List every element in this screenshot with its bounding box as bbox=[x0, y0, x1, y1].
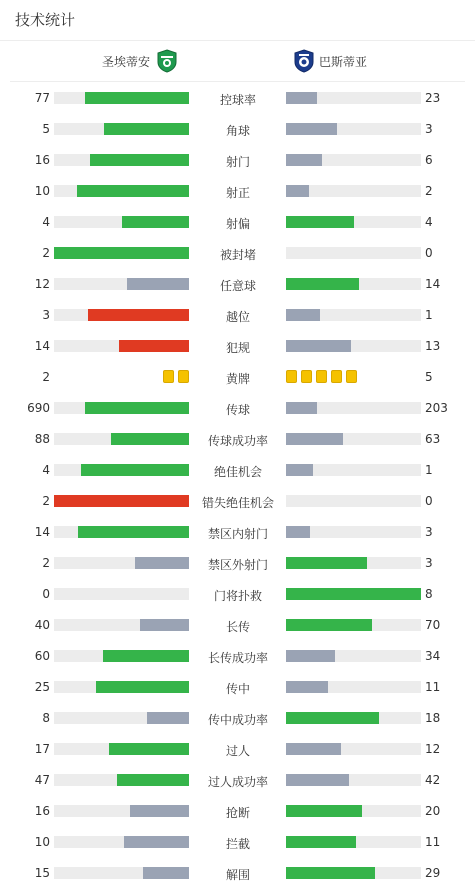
away-stat-value: 3 bbox=[425, 556, 433, 570]
away-stat-bar-fill bbox=[286, 402, 317, 414]
away-stat-bar bbox=[286, 836, 421, 848]
home-stat-value: 8 bbox=[42, 711, 50, 725]
home-stat-value: 2 bbox=[42, 370, 50, 384]
home-stat-value: 2 bbox=[42, 246, 50, 260]
home-stat-value: 47 bbox=[34, 773, 50, 787]
away-stat-bar bbox=[286, 557, 421, 569]
stat-row bbox=[0, 764, 475, 795]
home-stat-bar bbox=[54, 278, 189, 290]
away-team[interactable] bbox=[293, 49, 367, 73]
home-stat-value: 10 bbox=[34, 835, 50, 849]
away-stat-bar bbox=[286, 278, 421, 290]
home-stat-bar bbox=[54, 247, 189, 259]
away-stat-bar bbox=[286, 309, 421, 321]
home-stat-bar bbox=[54, 588, 189, 600]
home-stat-value: 14 bbox=[34, 525, 50, 539]
home-stat-bar bbox=[54, 216, 189, 228]
stat-label: 长传 bbox=[225, 620, 250, 634]
home-stat-bar bbox=[54, 402, 189, 414]
away-stat-bar bbox=[286, 123, 421, 135]
home-stat-bar-fill bbox=[85, 402, 189, 414]
stat-label: 拦截 bbox=[225, 837, 250, 851]
home-stat-bar-fill bbox=[135, 557, 189, 569]
bastia-logo-icon bbox=[293, 49, 315, 73]
home-stat-bar bbox=[54, 185, 189, 197]
stat-label: 传中成功率 bbox=[207, 713, 268, 727]
home-stat-bar bbox=[54, 464, 189, 476]
home-stat-bar bbox=[54, 743, 189, 755]
home-stat-bar bbox=[54, 650, 189, 662]
away-stat-value: 8 bbox=[425, 587, 433, 601]
home-stat-bar bbox=[54, 867, 189, 879]
yellow-card-icon bbox=[163, 370, 174, 383]
home-stat-value: 690 bbox=[27, 401, 50, 415]
home-stat-bar-fill bbox=[122, 216, 190, 228]
stat-row bbox=[0, 733, 475, 764]
stat-label: 射门 bbox=[225, 155, 250, 169]
home-stat-bar-fill bbox=[119, 340, 189, 352]
home-stat-value: 16 bbox=[34, 153, 50, 167]
stat-label: 禁区外射门 bbox=[207, 558, 268, 572]
away-stat-bar-fill bbox=[286, 836, 356, 848]
stat-row bbox=[0, 423, 475, 454]
stat-label: 解围 bbox=[225, 868, 250, 882]
home-stat-value: 0 bbox=[42, 587, 50, 601]
away-stat-bar bbox=[286, 464, 421, 476]
away-stat-bar-fill bbox=[286, 557, 367, 569]
home-stat-bar bbox=[54, 836, 189, 848]
home-stat-bar-fill bbox=[78, 526, 189, 538]
home-stat-bar bbox=[54, 681, 189, 693]
stat-label: 传中 bbox=[225, 682, 250, 696]
home-stat-bar-fill bbox=[143, 867, 189, 879]
home-stat-bar bbox=[54, 774, 189, 786]
stat-row bbox=[0, 113, 475, 144]
home-stat-value: 17 bbox=[34, 742, 50, 756]
stat-row bbox=[0, 547, 475, 578]
stat-label: 越位 bbox=[225, 310, 250, 324]
home-stat-bar-fill bbox=[54, 247, 189, 259]
away-stat-value: 42 bbox=[425, 773, 441, 787]
away-stat-bar-fill bbox=[286, 588, 421, 600]
away-stat-bar-fill bbox=[286, 464, 313, 476]
away-stat-bar bbox=[286, 154, 421, 166]
away-stat-value: 14 bbox=[425, 277, 441, 291]
home-yellow-cards bbox=[163, 370, 189, 383]
stat-label: 角球 bbox=[225, 124, 250, 138]
away-stat-value: 0 bbox=[425, 246, 433, 260]
away-stat-bar bbox=[286, 619, 421, 631]
away-stat-bar-fill bbox=[286, 216, 354, 228]
home-stat-value: 2 bbox=[42, 556, 50, 570]
away-stat-value: 20 bbox=[425, 804, 441, 818]
stat-row bbox=[0, 485, 475, 516]
home-stat-bar bbox=[54, 309, 189, 321]
home-stat-bar bbox=[54, 433, 189, 445]
home-stat-bar bbox=[54, 526, 189, 538]
home-stat-value: 12 bbox=[34, 277, 50, 291]
away-stat-value: 11 bbox=[425, 835, 441, 849]
home-stat-bar-fill bbox=[104, 123, 189, 135]
stat-label: 黄牌 bbox=[225, 372, 250, 386]
stat-label: 传球 bbox=[225, 403, 250, 417]
home-stat-bar bbox=[54, 92, 189, 104]
home-stat-value: 16 bbox=[34, 804, 50, 818]
stat-label: 禁区内射门 bbox=[207, 527, 268, 541]
stat-row bbox=[0, 392, 475, 423]
away-stat-bar bbox=[286, 743, 421, 755]
away-stat-bar-fill bbox=[286, 92, 317, 104]
stat-label: 射偏 bbox=[225, 217, 250, 231]
home-stat-bar-fill bbox=[140, 619, 189, 631]
stat-row bbox=[0, 237, 475, 268]
away-stat-bar bbox=[286, 681, 421, 693]
stat-label: 长传成功率 bbox=[207, 651, 268, 665]
home-stat-bar bbox=[54, 154, 189, 166]
stat-label: 门将扑救 bbox=[213, 589, 262, 603]
page-title: 技术统计 bbox=[0, 0, 475, 41]
away-stat-value: 12 bbox=[425, 742, 441, 756]
away-stat-bar bbox=[286, 588, 421, 600]
stat-row bbox=[0, 516, 475, 547]
home-stat-bar bbox=[54, 712, 189, 724]
away-stat-bar-fill bbox=[286, 774, 349, 786]
away-stat-bar-fill bbox=[286, 154, 322, 166]
stat-row bbox=[0, 578, 475, 609]
away-stat-bar bbox=[286, 402, 421, 414]
stat-label: 过人 bbox=[225, 744, 250, 758]
away-stat-value: 13 bbox=[425, 339, 441, 353]
away-stat-bar-fill bbox=[286, 433, 343, 445]
stat-row bbox=[0, 795, 475, 826]
yellow-card-icon bbox=[331, 370, 342, 383]
stat-row bbox=[0, 640, 475, 671]
away-stat-value: 34 bbox=[425, 649, 441, 663]
away-stat-value: 11 bbox=[425, 680, 441, 694]
home-stat-bar-fill bbox=[109, 743, 189, 755]
away-stat-bar-fill bbox=[286, 185, 309, 197]
away-stat-bar-fill bbox=[286, 805, 362, 817]
home-team-name: 圣埃蒂安 bbox=[101, 54, 150, 69]
away-stat-bar bbox=[286, 712, 421, 724]
home-stat-value: 10 bbox=[34, 184, 50, 198]
home-stat-bar bbox=[54, 557, 189, 569]
home-stat-bar bbox=[54, 340, 189, 352]
home-stat-bar-fill bbox=[111, 433, 189, 445]
home-stat-bar bbox=[54, 619, 189, 631]
away-stat-bar bbox=[286, 650, 421, 662]
away-stat-value: 203 bbox=[425, 401, 448, 415]
home-stat-value: 4 bbox=[42, 215, 50, 229]
home-stat-value: 88 bbox=[34, 432, 50, 446]
away-stat-bar-fill bbox=[286, 712, 379, 724]
away-stat-bar bbox=[286, 216, 421, 228]
away-stat-bar bbox=[286, 867, 421, 879]
away-stat-bar bbox=[286, 340, 421, 352]
home-stat-value: 15 bbox=[34, 866, 50, 880]
away-stat-bar-fill bbox=[286, 743, 341, 755]
yellow-card-icon bbox=[346, 370, 357, 383]
home-stat-bar-fill bbox=[85, 92, 189, 104]
away-stat-value: 1 bbox=[425, 308, 433, 322]
away-stat-bar bbox=[286, 433, 421, 445]
home-stat-value: 40 bbox=[34, 618, 50, 632]
stat-row bbox=[0, 206, 475, 237]
stat-row bbox=[0, 299, 475, 330]
home-stat-value: 25 bbox=[34, 680, 50, 694]
stat-label: 抢断 bbox=[225, 806, 250, 820]
away-stat-bar-fill bbox=[286, 867, 375, 879]
stat-row bbox=[0, 330, 475, 361]
home-stat-bar-fill bbox=[147, 712, 189, 724]
yellow-card-icon bbox=[316, 370, 327, 383]
stat-row bbox=[0, 361, 475, 392]
away-stat-value: 23 bbox=[425, 91, 441, 105]
home-stat-value: 2 bbox=[42, 494, 50, 508]
stat-label: 绝佳机会 bbox=[213, 465, 262, 479]
away-stat-value: 0 bbox=[425, 494, 433, 508]
home-team[interactable] bbox=[102, 49, 178, 73]
stat-label: 过人成功率 bbox=[207, 775, 268, 789]
home-stat-bar-fill bbox=[81, 464, 189, 476]
away-stat-value: 70 bbox=[425, 618, 441, 632]
home-stat-bar-fill bbox=[88, 309, 189, 321]
stat-row bbox=[0, 609, 475, 640]
home-stat-bar bbox=[54, 123, 189, 135]
away-yellow-cards bbox=[286, 370, 357, 383]
home-stat-bar-fill bbox=[130, 805, 189, 817]
away-stat-value: 29 bbox=[425, 866, 441, 880]
away-stat-bar-fill bbox=[286, 619, 372, 631]
home-stat-bar-fill bbox=[54, 495, 189, 507]
home-stat-value: 4 bbox=[42, 463, 50, 477]
yellow-card-icon bbox=[178, 370, 189, 383]
stat-row bbox=[0, 702, 475, 733]
away-stat-bar bbox=[286, 805, 421, 817]
away-stat-bar-fill bbox=[286, 278, 359, 290]
away-stat-bar bbox=[286, 526, 421, 538]
away-stat-value: 3 bbox=[425, 122, 433, 136]
home-stat-bar-fill bbox=[117, 774, 189, 786]
home-stat-bar-fill bbox=[90, 154, 189, 166]
away-stat-value: 3 bbox=[425, 525, 433, 539]
stat-label: 被封堵 bbox=[219, 248, 256, 262]
home-stat-bar-fill bbox=[124, 836, 189, 848]
home-stat-bar-fill bbox=[96, 681, 189, 693]
stat-row bbox=[0, 268, 475, 299]
home-stat-bar bbox=[54, 805, 189, 817]
away-stat-bar bbox=[286, 185, 421, 197]
stat-label: 控球率 bbox=[219, 93, 256, 107]
away-stat-bar-fill bbox=[286, 650, 335, 662]
away-stat-bar-fill bbox=[286, 309, 320, 321]
yellow-card-icon bbox=[286, 370, 297, 383]
home-stat-bar bbox=[54, 495, 189, 507]
stat-label: 犯规 bbox=[225, 341, 250, 355]
away-stat-bar-fill bbox=[286, 526, 310, 538]
away-stat-value: 4 bbox=[425, 215, 433, 229]
away-stat-bar-fill bbox=[286, 681, 328, 693]
stat-label: 错失绝佳机会 bbox=[201, 496, 274, 510]
away-stat-value: 6 bbox=[425, 153, 433, 167]
yellow-card-icon bbox=[301, 370, 312, 383]
away-stat-bar bbox=[286, 495, 421, 507]
teams-header bbox=[10, 41, 465, 82]
home-stat-value: 77 bbox=[34, 91, 50, 105]
saint-etienne-logo-icon bbox=[156, 49, 178, 73]
away-stat-value: 18 bbox=[425, 711, 441, 725]
stat-row bbox=[0, 82, 475, 113]
home-stat-value: 5 bbox=[42, 122, 50, 136]
home-stat-bar-fill bbox=[127, 278, 189, 290]
home-stat-value: 60 bbox=[34, 649, 50, 663]
away-stat-bar-fill bbox=[286, 340, 351, 352]
home-stat-bar-fill bbox=[103, 650, 189, 662]
stat-label: 传球成功率 bbox=[207, 434, 268, 448]
stat-row bbox=[0, 175, 475, 206]
stat-row bbox=[0, 826, 475, 857]
stat-row bbox=[0, 454, 475, 485]
away-stat-value: 63 bbox=[425, 432, 441, 446]
away-stat-bar bbox=[286, 774, 421, 786]
stat-row bbox=[0, 144, 475, 175]
stat-row bbox=[0, 857, 475, 888]
away-team-name: 巴斯蒂亚 bbox=[319, 54, 368, 69]
stat-label: 任意球 bbox=[219, 279, 256, 293]
home-stat-value: 3 bbox=[42, 308, 50, 322]
away-stat-value: 5 bbox=[425, 370, 433, 384]
away-stat-value: 2 bbox=[425, 184, 433, 198]
stat-label: 射正 bbox=[225, 186, 250, 200]
away-stat-bar bbox=[286, 247, 421, 259]
stat-row bbox=[0, 671, 475, 702]
home-stat-bar-fill bbox=[77, 185, 189, 197]
stats-list bbox=[0, 82, 475, 888]
away-stat-bar bbox=[286, 92, 421, 104]
away-stat-value: 1 bbox=[425, 463, 433, 477]
away-stat-bar-fill bbox=[286, 123, 337, 135]
home-stat-value: 14 bbox=[34, 339, 50, 353]
